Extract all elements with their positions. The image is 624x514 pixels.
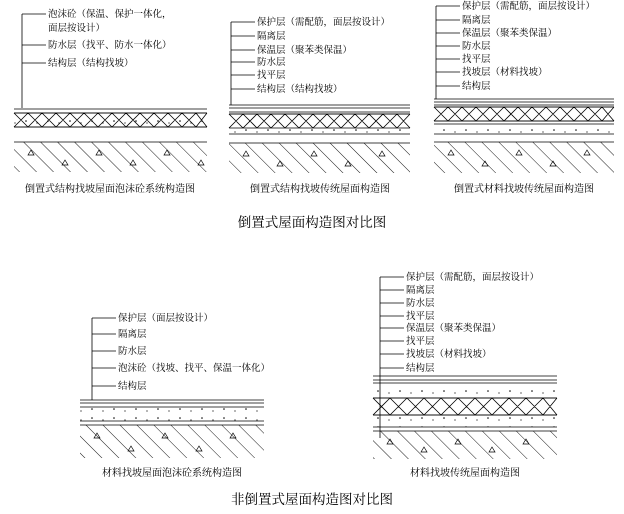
diagram-3-label: 找平层 xyxy=(462,54,491,65)
diagram-2-label: 保温层（聚苯类保温） xyxy=(257,45,353,56)
diagram-4-label: 结构层 xyxy=(118,381,147,392)
diagram-3-label: 隔离层 xyxy=(462,15,491,26)
diagram-4-labels xyxy=(118,312,270,392)
diagram-3 xyxy=(434,0,614,195)
diagram-2-label: 防水层 xyxy=(257,57,286,68)
diagram-1-label: 面层按设计） xyxy=(48,23,106,34)
diagram-5-label: 保温层（聚苯类保温） xyxy=(406,323,502,334)
diagram-1 xyxy=(14,8,207,195)
diagram-4-caption: 材料找坡屋面泡沫砼系统构造图 xyxy=(102,468,242,479)
diagram-5-label: 防水层 xyxy=(406,298,435,309)
diagram-1-labels xyxy=(48,8,172,69)
diagram-3-label: 防水层 xyxy=(462,41,491,52)
diagram-5-label: 找平层 xyxy=(406,336,435,347)
section-title-inverted: 倒置式屋面构造图对比图 xyxy=(237,215,387,231)
diagram-1-layers xyxy=(14,109,207,172)
diagram-3-labels xyxy=(462,0,595,92)
diagram-1-caption: 倒置式结构找坡屋面泡沫砼系统构造图 xyxy=(25,184,195,195)
diagram-4-label: 防水层 xyxy=(118,346,147,357)
diagram-1-label: 结构层（结构找坡） xyxy=(48,58,134,69)
diagram-3-caption: 倒置式材料找坡传统屋面构造图 xyxy=(454,184,594,195)
diagram-3-leaders xyxy=(436,6,460,99)
diagram-1-label: 防水层（找平、防水一体化） xyxy=(48,40,172,51)
diagram-5-label: 找坡层（材料找坡） xyxy=(406,349,492,360)
section-title-non-inverted: 非倒置式屋面构造图对比图 xyxy=(231,492,393,508)
diagram-4-label: 保护层（面层按设计） xyxy=(118,313,214,324)
insulation-band xyxy=(229,114,410,128)
diagram-5-label: 保护层（需配筋，面层按设计） xyxy=(406,272,540,283)
insulation-band xyxy=(373,398,557,415)
diagram-3-label: 保护层（需配筋，面层按设计） xyxy=(462,1,596,12)
diagram-2-label: 保护层（需配筋，面层按设计） xyxy=(257,17,391,28)
diagram-3-label: 结构层 xyxy=(462,81,491,92)
diagram-5-label: 隔离层 xyxy=(406,285,435,296)
diagram-2-caption: 倒置式结构找坡传统屋面构造图 xyxy=(250,184,390,195)
diagram-3-layers xyxy=(434,99,614,173)
diagram-2-label: 结构层（结构找坡） xyxy=(257,84,343,95)
diagram-5-labels xyxy=(406,271,539,374)
diagram-2-label: 隔离层 xyxy=(257,31,286,42)
diagram-4-label: 隔离层 xyxy=(118,329,147,340)
diagram-3-label: 找坡层（材料找坡） xyxy=(462,67,548,78)
diagram-3-label: 保温层（聚苯类保温） xyxy=(462,28,558,39)
diagram-4-layers xyxy=(80,400,264,458)
insulation-band xyxy=(434,107,614,121)
diagram-5-label: 找平层 xyxy=(406,311,435,322)
diagram-5-leaders xyxy=(380,277,404,438)
diagram-1-leaders xyxy=(22,14,46,108)
diagram-5-label: 结构层 xyxy=(406,363,435,374)
diagram-2-leaders xyxy=(231,22,255,105)
diagram-5-layers xyxy=(373,376,557,459)
diagram-5-caption: 材料找坡传统屋面构造图 xyxy=(410,468,520,479)
diagram-2-label: 找平层 xyxy=(257,70,286,81)
diagram-4 xyxy=(80,312,270,479)
diagram-2 xyxy=(229,16,410,195)
diagram-4-leaders xyxy=(92,318,116,400)
diagram-1-label: 泡沫砼（保温、保护一体化， xyxy=(48,9,172,20)
diagram-4-label: 泡沫砼（找坡、找平、保温一体化） xyxy=(118,363,271,374)
diagram-5 xyxy=(373,271,557,479)
diagram-2-labels xyxy=(257,16,390,95)
